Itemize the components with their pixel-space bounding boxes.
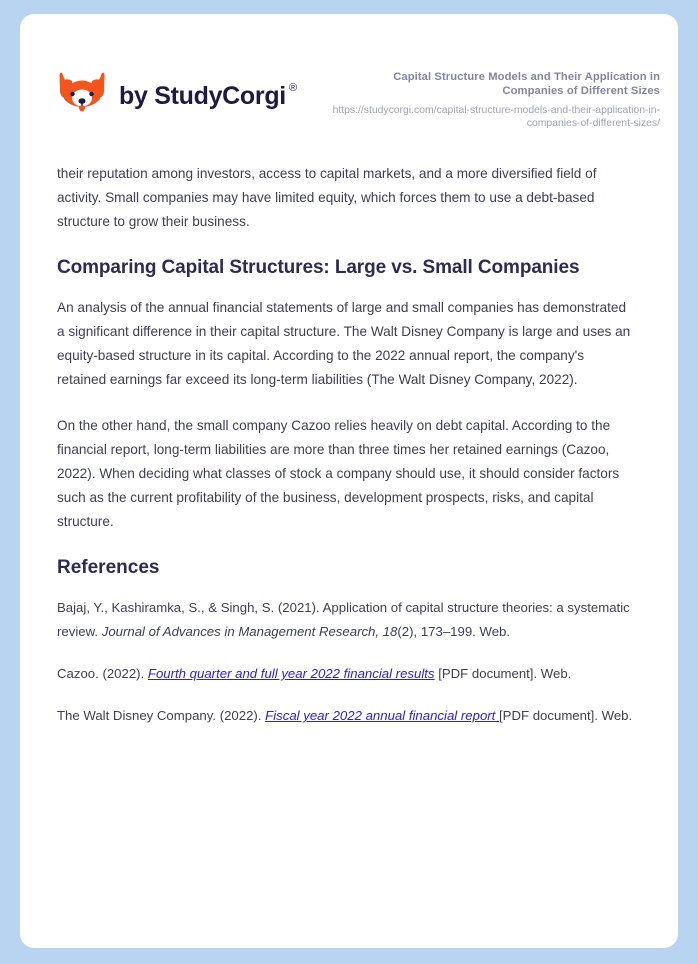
references-heading: References bbox=[57, 557, 160, 579]
studycorgi-brand[interactable] bbox=[57, 66, 297, 122]
references-list bbox=[57, 596, 636, 728]
reference-prefix: The Walt Disney Company. (2022). bbox=[57, 708, 266, 724]
section-heading: Comparing Capital Structures: Large vs. Small Companies bbox=[57, 256, 580, 278]
reference-link[interactable]: Fourth quarter and full year 2022 financial results bbox=[147, 666, 435, 682]
body-paragraph-2: On the other hand, the small company Cazoo relies heavily on debt capital. According to the financial report, long-term liabilities are more than three times her retained earnings (Cazoo, 2022). When deciding what classes of stock a company should use, it should consider factors such as the current profitability of the business, development prospects, risks, and capital structure. bbox=[57, 418, 620, 530]
document-title: Capital Structure Models and Their Application in Companies of Different Sizes bbox=[393, 71, 660, 98]
brand-text: by StudyCorgi bbox=[119, 81, 286, 110]
document-body bbox=[20, 162, 678, 729]
reference-suffix: [PDF document]. Web. bbox=[434, 666, 572, 682]
reference-italic: Journal of Advances in Management Research, 18 bbox=[101, 624, 398, 640]
header-metadata bbox=[330, 66, 660, 131]
reference-item bbox=[57, 662, 636, 686]
document-url: https://studycorgi.com/capital-structure-models-and-their-application-in-companies-of-different-sizes/ bbox=[332, 104, 660, 130]
reference-prefix: Bajaj, Y., Kashiramka, S., & Singh, S. (2021). Application of capital structure theories: a systematic review. bbox=[57, 600, 630, 640]
document-page-card bbox=[20, 14, 678, 948]
body-paragraph-1: An analysis of the annual financial statements of large and small companies has demonstrated a significant difference in their capital structure. The Walt Disney Company is large and uses an equity-based structure in its capital. According to the 2022 annual report, the company's retained earnings far exceed its long-term liabilities (The Walt Disney Company, 2022). bbox=[57, 300, 631, 388]
document-header bbox=[20, 14, 678, 131]
reference-prefix: Cazoo. (2022). bbox=[57, 666, 148, 682]
reference-suffix: [PDF document]. Web. bbox=[499, 708, 633, 724]
registered-trademark-icon: ® bbox=[288, 81, 297, 94]
reference-link[interactable]: Fiscal year 2022 annual financial report bbox=[265, 708, 500, 724]
corgi-head-icon bbox=[57, 70, 107, 122]
reference-suffix: (2), 173–199. Web. bbox=[397, 624, 511, 640]
reference-item bbox=[57, 704, 636, 728]
brand-wordmark bbox=[119, 82, 297, 111]
reference-item bbox=[57, 596, 636, 644]
intro-paragraph: their reputation among investors, access to capital markets, and a more diversified field of activity. Small companies may have limited equity, which forces them to use a debt-based structure to grow their business. bbox=[57, 165, 597, 229]
